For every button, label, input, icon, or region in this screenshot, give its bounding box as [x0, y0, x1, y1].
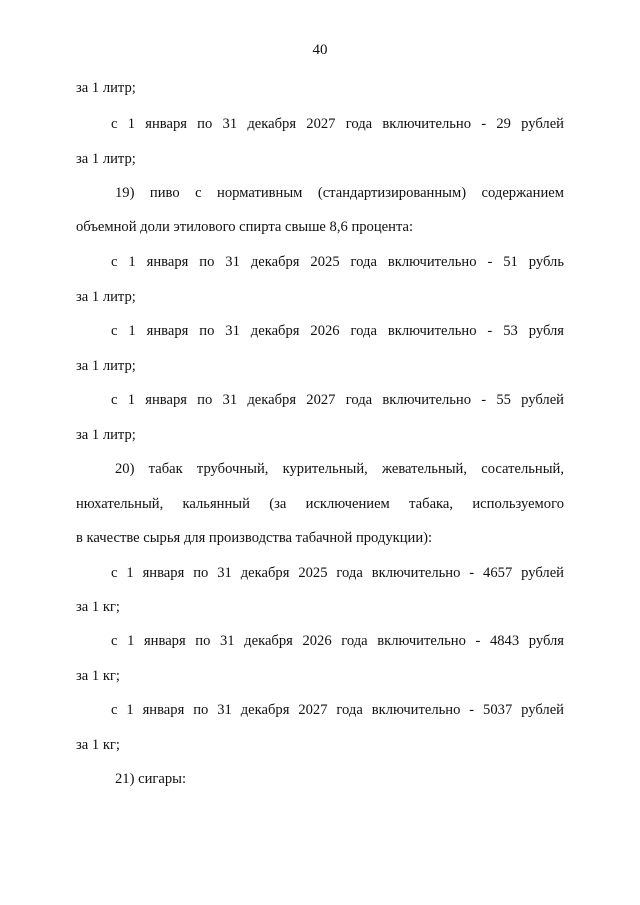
text-line: за 1 литр;: [76, 151, 136, 167]
text-line: 20) табак трубочный, курительный, жевательный, сосательный,: [115, 461, 564, 477]
text-line: за 1 литр;: [76, 80, 136, 96]
page-number: 40: [312, 42, 328, 58]
text-line: за 1 литр;: [76, 358, 136, 374]
text-line: за 1 литр;: [76, 289, 136, 305]
text-line: с 1 января по 31 декабря 2027 года включительно - 5037 рублей: [111, 702, 564, 718]
text-line: с 1 января по 31 декабря 2026 года включительно - 4843 рубля: [111, 633, 564, 649]
text-line: за 1 кг;: [76, 599, 120, 615]
text-line: нюхательный, кальянный (за исключением табака, используемого: [76, 496, 564, 512]
text-line: с 1 января по 31 декабря 2026 года включительно - 53 рубля: [111, 323, 564, 339]
text-line: объемной доли этилового спирта свыше 8,6 процента:: [76, 219, 414, 235]
text-line: с 1 января по 31 декабря 2027 года включительно - 55 рублей: [111, 392, 564, 408]
text-line: с 1 января по 31 декабря 2025 года включительно - 4657 рублей: [111, 565, 564, 581]
text-line: с 1 января по 31 декабря 2025 года включительно - 51 рубль: [111, 254, 564, 270]
text-line: 19) пиво с нормативным (стандартизированным) содержанием: [115, 185, 564, 201]
text-line: за 1 кг;: [76, 737, 120, 753]
text-line: в качестве сырья для производства табачной продукции):: [76, 530, 433, 546]
text-line: 21) сигары:: [115, 771, 187, 787]
text-line: за 1 кг;: [76, 668, 120, 684]
text-line: с 1 января по 31 декабря 2027 года включительно - 29 рублей: [111, 116, 564, 132]
text-line: за 1 литр;: [76, 427, 136, 443]
